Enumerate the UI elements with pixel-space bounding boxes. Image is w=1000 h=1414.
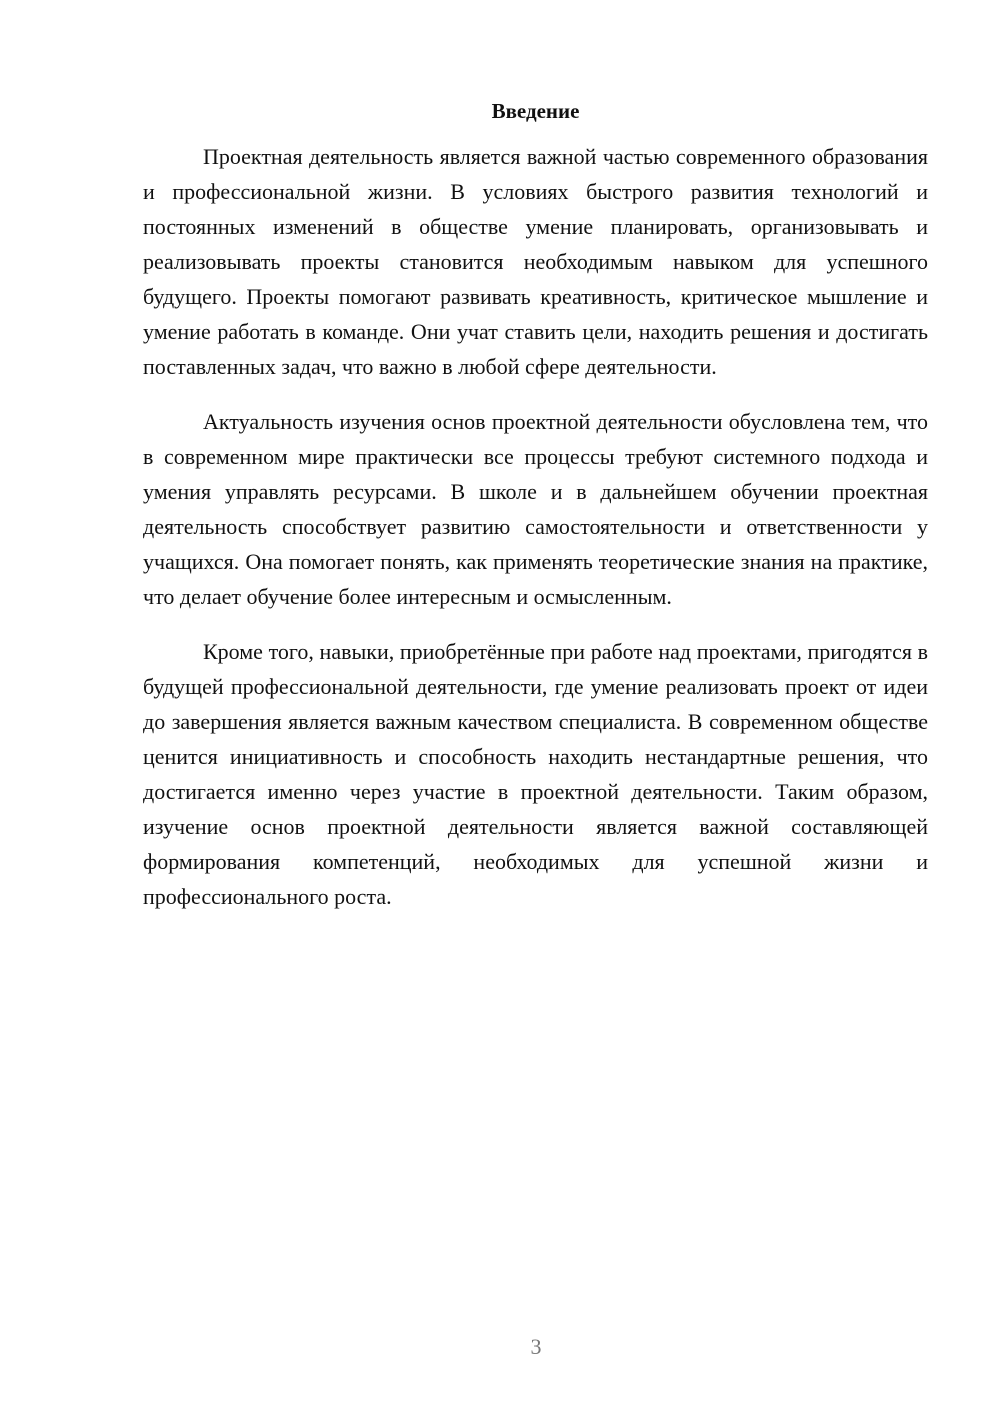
paragraph-conclusion: Кроме того, навыки, приобретённые при работе над проектами, пригодятся в будущей профессиональной деятельности, где умение реализовать проект от идеи до завершения является важным качеством специалиста. В современном обществе ценится инициативность и способность находить нестандартные решения, что достигается именно через участие в проектной деятельности. Таким образом, изучение основ проектной деятельности является важной составляющей формирования компетенций, необходимых для успешной жизни и профессионального роста. [143, 639, 928, 909]
section-heading: Введение [491, 99, 580, 123]
paragraph-introduction: Проектная деятельность является важной частью современного образования и профессиональной жизни. В условиях быстрого развития технологий и постоянных изменений в обществе умение планировать, организовывать и реализовывать проекты становится необходимым навыком для успешного будущего. Проекты помогают развивать креативность, критическое мышление и умение работать в команде. Они учат ставить цели, находить решения и достигать поставленных задач, что важно в любой сфере деятельности. [143, 144, 928, 379]
page-number: 3 [530, 1334, 542, 1359]
document-content [143, 96, 928, 934]
paragraph-relevance: Актуальность изучения основ проектной деятельности обусловлена тем, что в современном мире практически все процессы требуют системного подхода и умения управлять ресурсами. В школе и в дальнейшем обучении проектная деятельность способствует развитию самостоятельности и ответственности у учащихся. Она помогает понять, как применять теоретические знания на практике, что делает обучение более интересным и осмысленным. [143, 409, 928, 609]
